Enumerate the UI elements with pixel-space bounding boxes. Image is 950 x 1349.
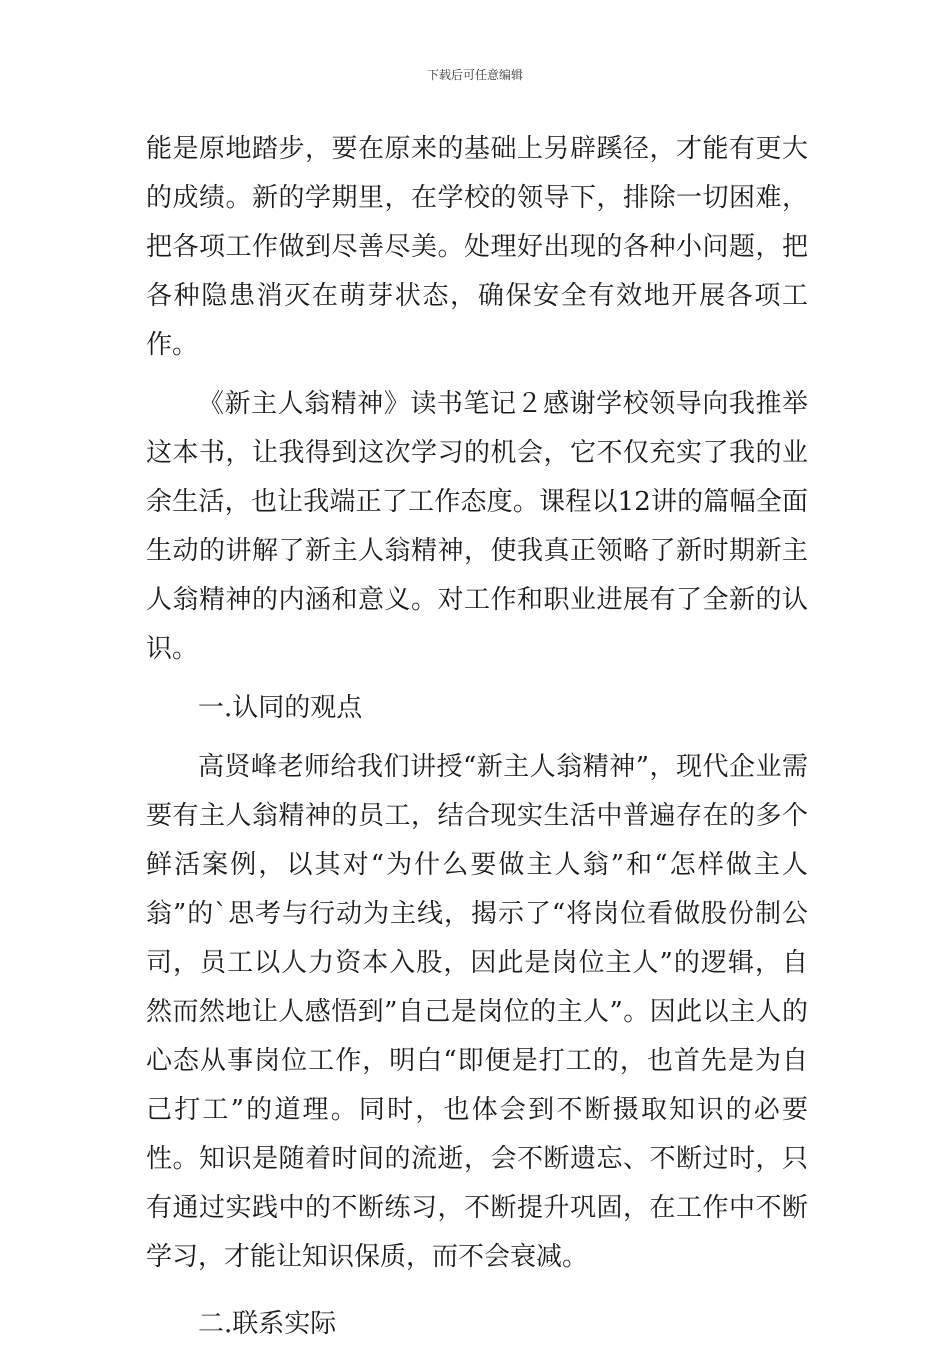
paragraph-continuation: 能是原地踏步，要在原来的基础上另辟蹊径，才能有更大的成绩。新的学期里，在学校的领导下，排除一切困难，把各项工作做到尽善尽美。处理好出现的各种小问题，把各种隐患消灭在萌芽状态，确保安全有效地开展各项工作。 [146,134,808,360]
page-header-note: 下载后可任意编辑 [426,68,523,82]
paragraph-agreed-views: 高贤峰老师给我们讲授“新主人翁精神”，现代企业需要有主人翁精神的员工，结合现实生活中普遍存在的多个鲜活案例，以其对“为什么要做主人翁”和“怎样做主人翁”的`思考与行动为主线，揭示了“将岗位看做股份制公司，员工以人力资本入股，因此是岗位主人”的逻辑，自然而然地让人感悟到”自己是岗位的主人”。因此以主人的心态从事岗位工作，明白“即便是打工的，也首先是为自己打工”的道理。同时，也体会到不断摄取知识的必要性。知识是随着时间的流逝，会不断遗忘、不断过时，只有通过实践中的不断练习，不断提升巩固，在工作中不断学习，才能让知识保质，而不会衰减。 [146,752,808,1272]
document-body [146,125,808,1349]
section-heading-2: 二.联系实际 [198,1309,337,1339]
paragraph-book-intro: 《新主人翁精神》读书笔记２感谢学校领导向我推举这本书，让我得到这次学习的机会，它不仅充实了我的业余生活，也让我端正了工作态度。课程以12讲的篇幅全面生动的讲解了新主人翁精神，使我真正领略了新时期新主人翁精神的内涵和意义。对工作和职业进展有了全新的认识。 [146,389,808,664]
section-heading-1: 一.认同的观点 [198,693,363,723]
